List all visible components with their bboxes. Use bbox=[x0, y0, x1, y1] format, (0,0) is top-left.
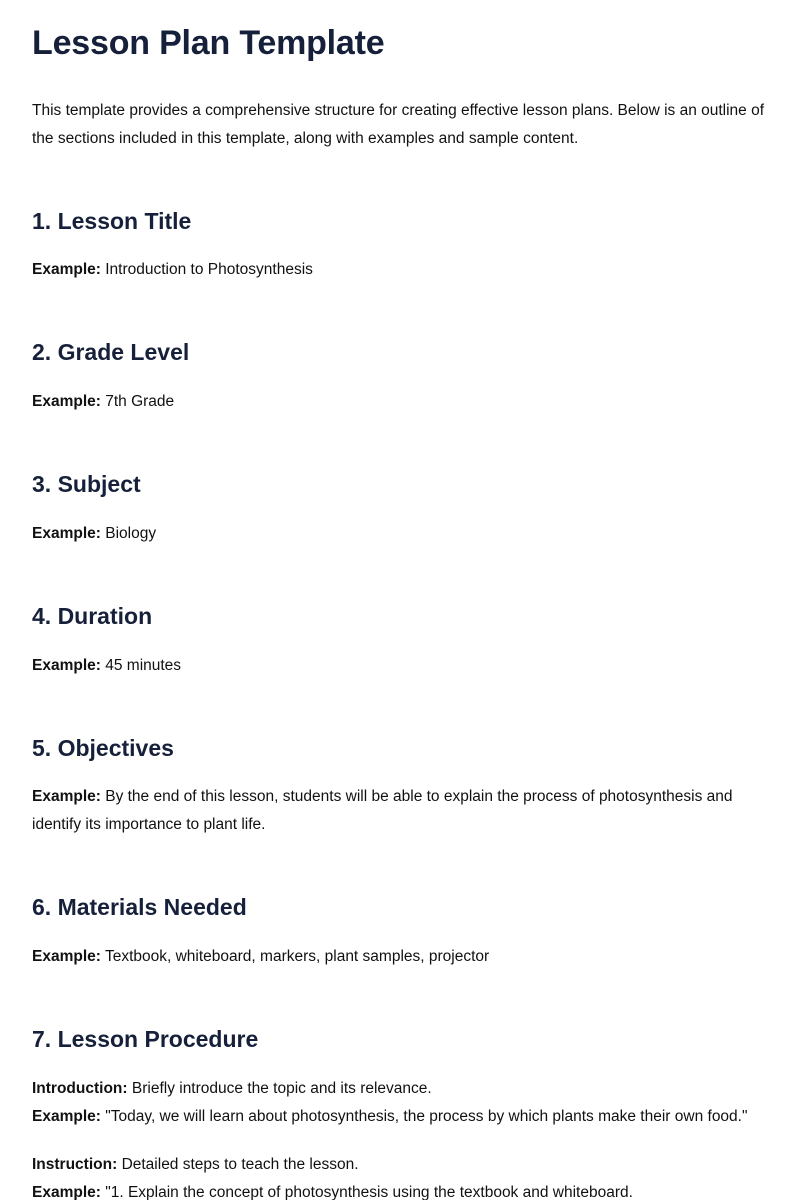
example-line bbox=[32, 520, 768, 548]
section-heading: 2. Grade Level bbox=[32, 339, 190, 366]
example-line bbox=[32, 783, 768, 839]
example-label: Example: bbox=[32, 788, 101, 806]
example-label: Example: bbox=[32, 1183, 101, 1200]
example-text: "Today, we will learn about photosynthesis, the process by which plants make their own food." bbox=[105, 1107, 748, 1125]
step-text: Detailed steps to teach the lesson. bbox=[121, 1155, 359, 1173]
example-label: Example: bbox=[32, 948, 101, 965]
spacer bbox=[32, 1131, 768, 1151]
example-text: By the end of this lesson, students will be able to explain the process of photosynthesis and identify its importance to plant life. bbox=[32, 788, 733, 834]
example-text: Introduction to Photosynthesis bbox=[105, 261, 313, 279]
example-label: Example: bbox=[32, 1107, 101, 1125]
example-text: 45 minutes bbox=[105, 656, 182, 674]
procedure-step-line bbox=[32, 1075, 768, 1103]
example-label: Example: bbox=[32, 524, 101, 542]
example-line bbox=[32, 1179, 768, 1200]
example-text: "1. Explain the concept of photosynthesis using the textbook and whiteboard. bbox=[105, 1183, 633, 1200]
procedure-step-line bbox=[32, 1151, 768, 1179]
section-grade-level bbox=[32, 338, 768, 416]
example-line bbox=[32, 943, 768, 971]
example-label: Example: bbox=[32, 261, 101, 279]
step-text: Briefly introduce the topic and its relevance. bbox=[131, 1079, 432, 1097]
section-heading: 5. Objectives bbox=[32, 734, 174, 761]
page-title: Lesson Plan Template bbox=[32, 24, 385, 62]
section-duration bbox=[32, 602, 768, 680]
example-line bbox=[32, 388, 768, 416]
example-text: Textbook, whiteboard, markers, plant samples, projector bbox=[104, 948, 490, 965]
section-heading: 3. Subject bbox=[32, 471, 141, 497]
section-heading: 1. Lesson Title bbox=[32, 207, 192, 234]
section-heading: 6. Materials Needed bbox=[32, 894, 247, 921]
example-label: Example: bbox=[32, 656, 101, 674]
section-heading: 7. Lesson Procedure bbox=[32, 1026, 259, 1052]
intro-paragraph: This template provides a comprehensive structure for creating effective lesson plans. Below is an outline of the sections included in this template, along with examples and sample content. bbox=[32, 101, 765, 147]
section-subject bbox=[32, 470, 768, 548]
example-text: 7th Grade bbox=[105, 393, 175, 410]
example-text: Biology bbox=[105, 524, 157, 542]
example-label: Example: bbox=[32, 393, 101, 410]
example-line bbox=[32, 1103, 768, 1131]
section-materials-needed bbox=[32, 893, 768, 971]
step-label: Instruction: bbox=[32, 1155, 118, 1173]
example-line bbox=[32, 256, 768, 284]
example-line bbox=[32, 652, 768, 680]
section-lesson-procedure bbox=[32, 1025, 768, 1200]
section-lesson-title bbox=[32, 207, 768, 285]
step-label: Introduction: bbox=[32, 1079, 128, 1097]
section-objectives bbox=[32, 734, 768, 840]
section-heading: 4. Duration bbox=[32, 602, 153, 629]
